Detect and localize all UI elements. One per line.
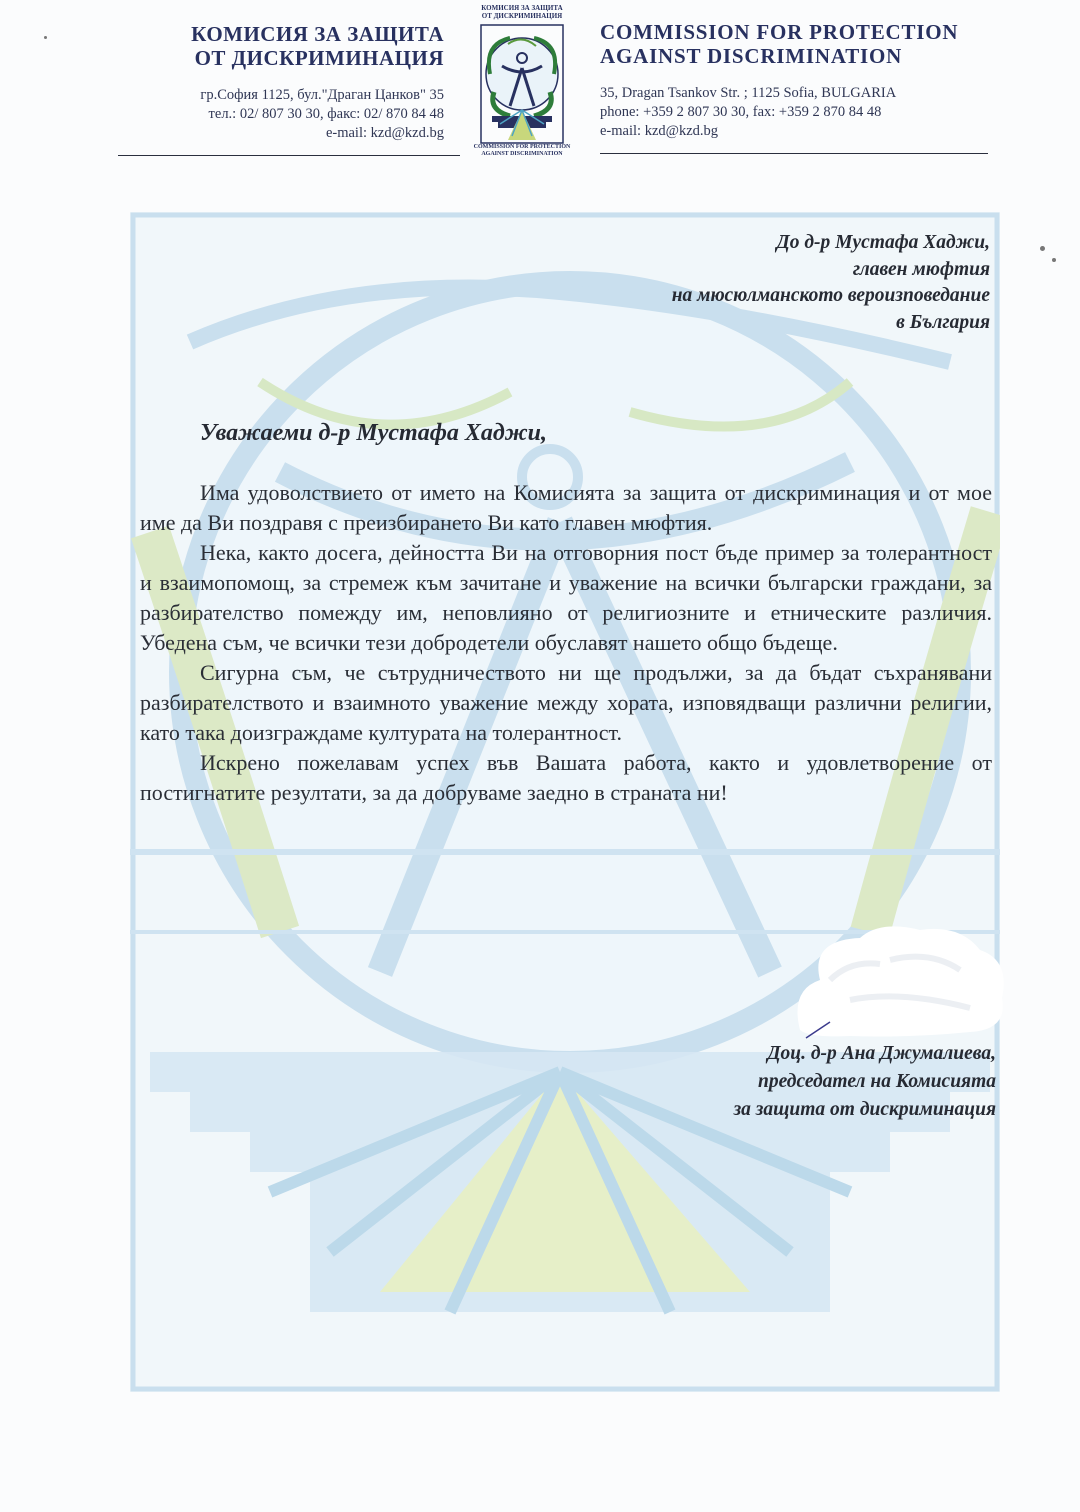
recipient-block: [672, 230, 990, 336]
org-name-bg-line: ОТ ДИСКРИМИНАЦИЯ: [194, 46, 444, 70]
logo-caption-bottom: [470, 144, 574, 158]
address-en: 35, Dragan Tsankov Str. ; 1125 Sofia, BULGARIA: [600, 85, 897, 101]
contact-bg: [200, 86, 444, 143]
logo-caption-line: COMMISSION FOR PROTECTION: [473, 144, 571, 150]
address-bg: гр.София 1125, бул."Драган Цанков" 35: [200, 87, 444, 103]
signatory-name: Доц. д-р Ана Джумалиева,: [767, 1043, 996, 1064]
logo-caption-line: ОТ ДИСКРИМИНАЦИЯ: [481, 12, 563, 20]
org-name-en-line: COMMISSION FOR PROTECTION: [600, 20, 959, 44]
recipient-line: на мюсюлманското вероизповедание: [671, 285, 990, 306]
signatory-title: за защита от дискриминация: [733, 1099, 996, 1120]
logo-caption-line: КОМИСИЯ ЗА ЗАЩИТА: [481, 4, 563, 12]
logo-caption-line: AGAINST DISCRIMINATION: [481, 151, 563, 157]
body-paragraph: Искрено пожелавам успех във Вашата работа, както и удовлетворение от постигнатите резултати, за да добруваме заедно в страната ни!: [140, 750, 992, 805]
signature-block: [734, 1040, 996, 1124]
org-name-en-line: AGAINST DISCRIMINATION: [600, 44, 903, 68]
org-name-bg: [191, 22, 444, 70]
salutation: Уважаеми д-р Мустафа Хаджи,: [200, 420, 548, 446]
redacted-signature: [790, 920, 1010, 1040]
phone-en: phone: +359 2 807 30 30, fax: +359 2 870 84 48: [600, 104, 882, 120]
header-rule-left: [118, 155, 460, 156]
scan-speck: [44, 36, 47, 39]
body-paragraph: Сигурна съм, че сътрудничеството ни ще продължи, за да бъдат съхранявани разбирателството и взаимното уважение между хората, изповядващи различни религии, като така доизграждаме културата на толерантност.: [140, 660, 992, 745]
scan-speck: [1052, 258, 1056, 262]
org-name-bg-line: КОМИСИЯ ЗА ЗАЩИТА: [191, 22, 444, 46]
logo-caption-top: [470, 4, 574, 20]
org-name-en: [600, 20, 958, 68]
body-paragraph: Нека, както досега, дейността Ви на отговорния пост бъде пример за толерантност и взаимопомощ, за стремеж към зачитане и уважение на всички български граждани, за разбирателство помежду им, неповлияно от религиозните и етническите различия. Убедена съм, че всички тези добродетели обуславят нашето общо бъдеще.: [140, 540, 992, 655]
body-paragraph: Има удоволствието от името на Комисията за защита от дискриминация и от мое име да Ви поздравя с преизбирането Ви като главен мюфтия.: [140, 480, 992, 535]
commission-logo: [470, 4, 574, 164]
scan-speck: [1040, 246, 1045, 251]
email-en: e-mail: kzd@kzd.bg: [600, 123, 719, 139]
contact-en: [600, 84, 896, 141]
logo-emblem-icon: [480, 24, 564, 144]
recipient-line: главен мюфтия: [852, 258, 990, 280]
phone-bg: тел.: 02/ 807 30 30, факс: 02/ 870 84 48: [208, 106, 444, 122]
recipient-line: в България: [896, 311, 990, 333]
email-bg: e-mail: kzd@kzd.bg: [325, 125, 444, 141]
letter-body: [140, 478, 992, 808]
recipient-line: До д-р Мустафа Хаджи,: [776, 232, 990, 253]
header-rule-right: [600, 153, 988, 154]
signatory-title: председател на Комисията: [758, 1071, 996, 1092]
